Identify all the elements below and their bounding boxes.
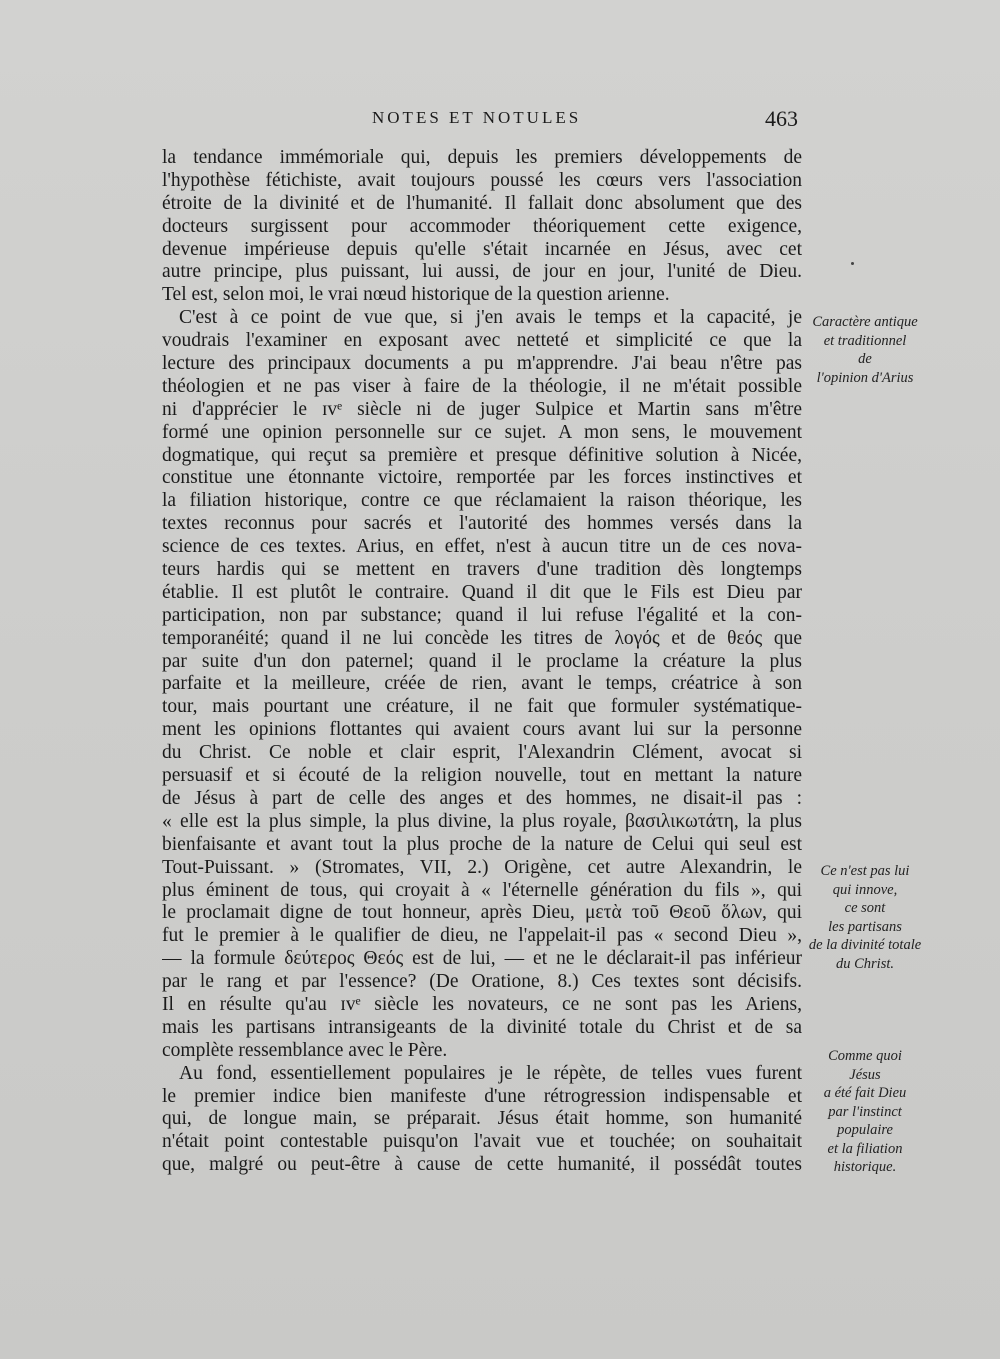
running-header (160, 106, 815, 136)
text-line: Tout-Puissant. » (Stromates, VII, 2.) Origène, cet autre Alexandrin, le (162, 856, 802, 878)
text-line: Au fond, essentiellement populaires je le répète, de telles vues furent (179, 1062, 802, 1084)
text-line: — la formule δεύτερος Θεός est de lui, — et ne le déclarait-il pas inférieur (162, 948, 802, 970)
text-line: Tel est, selon moi, le vrai nœud historique de la question arienne. (162, 284, 670, 306)
text-line: mais les partisans intransigeants de la divinité totale du Christ et de sa (162, 1016, 802, 1038)
text-line: tour, mais pourtant une créature, il ne fait que formuler systématique- (162, 696, 802, 718)
margin-note-line: populaire (837, 1122, 893, 1138)
text-line: constitue une étonnante victoire, remportée par les forces instinctives et (162, 467, 802, 489)
text-line: teurs hardis qui se mettent en travers d'une tradition dès longtemps (162, 559, 802, 581)
text-line: science de ces textes. Arius, en effet, n'est à aucun titre un de ces nova- (162, 536, 802, 558)
text-line: Il en résulte qu'au ɪᴠᵉ siècle les novateurs, ce ne sont pas les Ariens, (162, 993, 802, 1015)
body-text (162, 147, 802, 1177)
text-line: C'est à ce point de vue que, si j'en avais le temps et la capacité, je (179, 307, 802, 329)
margin-note-line: et traditionnel (823, 332, 907, 349)
text-line: que, malgré ou peut-être à cause de cette humanité, il possédât toutes (162, 1154, 802, 1176)
text-line: ment les opinions flottantes qui avaient cours avant lui sur la personne (162, 719, 802, 741)
text-line: la filiation historique, contre ce que réclamaient la raison théorique, les (162, 490, 802, 512)
margin-note-line: les partisans (828, 918, 902, 935)
text-line: persuasif et si écouté de la religion nouvelle, tout en mettant la nature (162, 765, 802, 787)
text-line: bienfaisante et avant tout la plus proche de la nature de Celui qui seul est (162, 833, 802, 855)
margin-note-line: Ce n'est pas lui (820, 863, 910, 879)
text-line: participation, non par substance; quand il lui refuse l'égalité et la con- (162, 604, 802, 626)
margin-note-line: l'opinion d'Arius (816, 369, 914, 386)
margin-note-line: du Christ. (835, 955, 894, 972)
text-line: fut le premier à le qualifier de dieu, ne l'appelait-il pas « second Dieu », (162, 925, 802, 947)
text-line: n'était point contestable puisqu'on l'avait vue et touchée; on souhaitait (162, 1131, 802, 1153)
text-line: le premier indice bien manifeste d'une rétrogression indispensable et (162, 1085, 802, 1107)
text-line: qui, de longue main, se préparait. Jésus était homme, son humanité (162, 1108, 802, 1130)
text-line: complète ressemblance avec le Père. (162, 1039, 448, 1061)
text-line: la tendance immémoriale qui, depuis les premiers développements de (162, 147, 802, 168)
text-line: l'hypothèse fétichiste, avait toujours poussé les cœurs vers l'association (162, 169, 802, 191)
text-line: de Jésus à part de celle des anges et des hommes, ne disait-il pas : (162, 787, 802, 809)
text-line: étroite de la divinité et de l'humanité. Il fallait donc absolument que des (162, 192, 802, 214)
margin-note-line: par l'instinct (828, 1103, 902, 1120)
margin-note-line: Caractère antique (812, 314, 918, 330)
ink-speck (851, 262, 854, 265)
margin-note-line: de la divinité totale (808, 937, 922, 953)
text-line: formé une opinion personnelle sur ce sujet. A mon sens, le mouvement (162, 421, 802, 443)
page-number: 463 (765, 106, 798, 131)
margin-note-jesus (800, 1047, 930, 1177)
text-line: par le rang et par l'essence? (De Oratione, 8.) Ces textes sont décisifs. (162, 971, 802, 993)
margin-note-line: et la filiation (827, 1140, 903, 1157)
margin-note-line: qui innove, (832, 881, 898, 898)
text-line: plus éminent de tous, qui croyait à « l'éternelle génération du fils », qui (162, 879, 802, 901)
margin-note-line: de (858, 351, 872, 367)
margin-note-arius (800, 313, 930, 387)
margin-note-innovators (800, 862, 930, 973)
text-line: autre principe, plus puissant, lui aussi, de jour en jour, l'unité de Dieu. (162, 261, 802, 283)
text-line: établie. Il est plutôt le contraire. Quand il dit que le Fils est Dieu par (162, 581, 802, 603)
text-line: textes reconnus pour sacrés et l'autorité des hommes versés dans la (162, 513, 802, 535)
text-line: ni d'apprécier le ɪᴠᵉ siècle ni de juger Sulpice et Martin sans m'être (162, 398, 802, 420)
text-line: docteurs surgissent pour accommoder théoriquement cette exigence, (162, 215, 802, 237)
margin-note-line: Comme quoi (828, 1048, 902, 1064)
text-line: dogmatique, qui reçut sa première et presque définitive solution à Nicée, (162, 444, 802, 466)
margin-note-line: historique. (833, 1159, 897, 1175)
text-line: parfaite et la meilleure, créée de rien, avant le temps, créatrice à son (162, 673, 802, 695)
text-line: du Christ. Ce noble et clair esprit, l'Alexandrin Clément, avocat si (162, 742, 802, 764)
text-line: lecture des principaux documents a pu m'apprendre. J'ai beau n'être pas (162, 353, 802, 375)
text-line: par suite d'un don paternel; quand il le proclame la créature la plus (162, 650, 802, 672)
margin-note-line: Jésus (849, 1066, 881, 1083)
text-line: temporanéité; quand il ne lui concède les titres de λογός et de θεός que (162, 627, 802, 649)
running-title: NOTES ET NOTULES (372, 108, 582, 127)
text-line: théologien et ne pas viser à faire de la théologie, il ne m'était possible (162, 375, 802, 397)
margin-note-line: a été fait Dieu (823, 1085, 907, 1101)
text-line: devenue impérieuse depuis qu'elle s'était incarnée en Jésus, avec cet (162, 238, 802, 260)
text-line: « elle est la plus simple, la plus divine, la plus royale, βασιλικωτάτη, la plus (162, 810, 802, 832)
text-line: le proclamait digne de tout honneur, après Dieu, μετὰ τοῦ Θεοῦ ὅλων, qui (162, 902, 802, 924)
text-line: voudrais l'examiner en exposant avec netteté et simplicité ce que la (162, 330, 802, 352)
margin-note-line: ce sont (844, 900, 886, 916)
